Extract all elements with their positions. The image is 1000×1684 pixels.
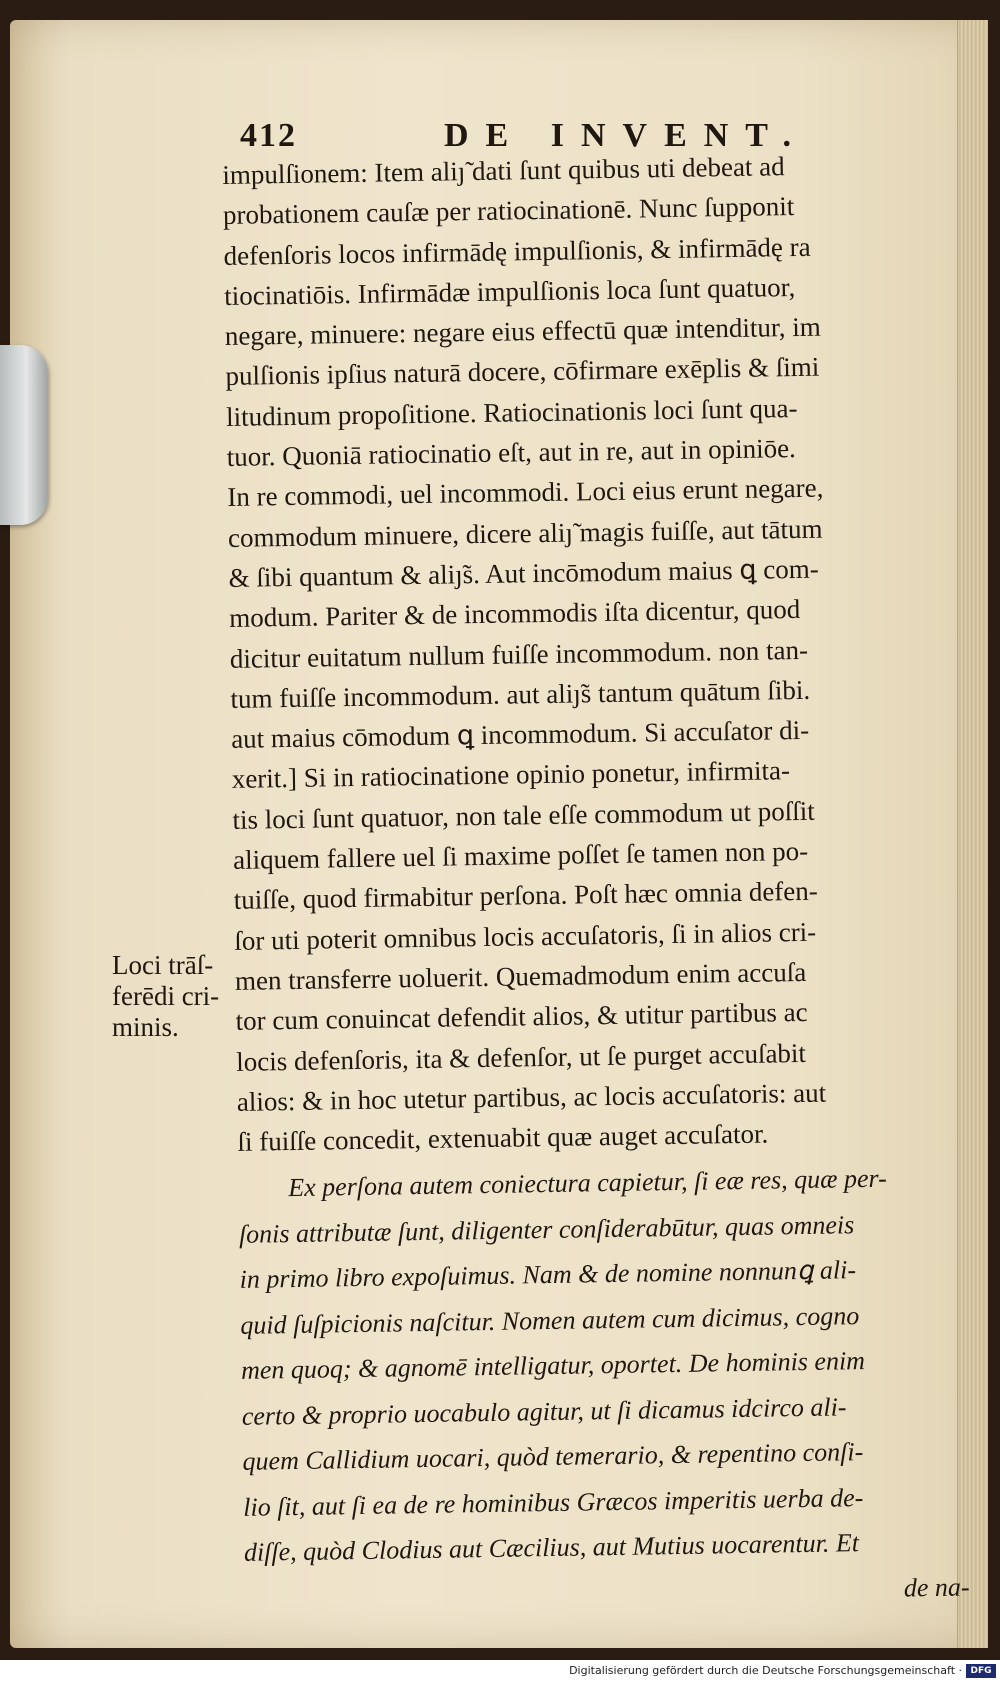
text-line: tuor. Quoniā ratiocinatio eſt, aut in re, aut in opiniōe. xyxy=(226,433,797,473)
text-line: diſſe, quòd Clodius aut Cæcilius, aut Mutius uocarentur. Et xyxy=(243,1528,860,1568)
text-line: aut maius cōmodum ꝗ incommodum. Si accuſator di- xyxy=(230,715,810,755)
body-text xyxy=(222,143,990,1621)
text-line: In re commodi, uel incommodi. Loci eius erunt negare, xyxy=(227,472,824,513)
text-line: xerit.] Si in ratiocinatione opinio ponetur, infirmita- xyxy=(231,755,791,795)
footer-bar xyxy=(0,1660,1000,1684)
text-line: pulſionis ipſius naturā docere, cōfirmare exēplis & ſimi xyxy=(225,352,820,392)
digitization-credit: Digitalisierung gefördert durch die Deutsche Forschungsgemeinschaft · xyxy=(569,1664,962,1677)
text-line: tum fuiſſe incommodum. aut aliȷ̃s tantum quātum ſibi. xyxy=(230,674,811,714)
text-line: commodum minuere, dicere aliȷ̃ magis fuiſſe, aut tātum xyxy=(227,513,823,553)
text-line: men transferre uoluerit. Quemadmodum enim accuſa xyxy=(234,956,807,996)
marginal-note-line: Loci trāſ- xyxy=(112,950,214,980)
marginal-note xyxy=(112,950,219,1043)
text-line: modum. Pariter & de incommodis iſta dicentur, quod xyxy=(229,594,801,634)
text-line: aliquem fallere uel ſi maxime poſſet ſe tamen non po- xyxy=(232,835,809,875)
text-line: Ex perſona autem coniectura capietur, ſi eæ res, quæ per- xyxy=(288,1164,887,1203)
page-number: 412 xyxy=(240,117,297,154)
catchword: de na- xyxy=(903,1572,970,1603)
text-line: probationem cauſæ per ratiocinationē. Nunc ſupponit xyxy=(222,191,795,231)
text-line: ſor uti poterit omnibus locis accuſatoris, ſi in alios cri- xyxy=(234,916,817,956)
text-line: lio ſit, aut ſi ea de re hominibus Græcos imperitis uerba de- xyxy=(243,1483,864,1522)
text-line: locis defenſoris, ita & defenſor, ut ſe purget accuſabit xyxy=(236,1037,807,1077)
text-line: dicitur euitatum nullum fuiſſe incommodum. non tan- xyxy=(229,634,809,674)
italic-paragraph xyxy=(238,1155,990,1622)
text-line: tor cum conuincat defendit alios, & utitur partibus ac xyxy=(235,997,808,1037)
marginal-note-line: ferēdi cri- xyxy=(112,981,220,1011)
text-line: defenſoris locos infirmādę impulſionis, & infirmādę ra xyxy=(223,231,811,271)
text-line: tuiſſe, quod firmabitur perſona. Poſt hæc omnia defen- xyxy=(233,876,818,916)
page-holder-clip xyxy=(0,345,48,525)
text-line: men quoq; & agnomē intelligatur, oportet. De hominis enim xyxy=(240,1346,866,1386)
text-line: in primo libro expoſuimus. Nam & de nomine nonnunꝗ ali- xyxy=(239,1255,857,1295)
roman-paragraph xyxy=(222,143,983,1162)
text-line: quem Callidium uocari, quòd temerario, & repentino conſi- xyxy=(242,1437,864,1477)
text-line: ſi fuiſſe concedit, extenuabit quæ auget accuſator. xyxy=(237,1118,769,1158)
marginal-note-line: minis. xyxy=(112,1012,179,1042)
text-line: ſonis attributæ ſunt, diligenter conſiderabūtur, quas omneis xyxy=(238,1210,855,1249)
text-line: certo & proprio uocabulo agitur, ut ſi dicamus idcirco ali- xyxy=(241,1392,847,1431)
dfg-logo: DFG xyxy=(966,1664,996,1678)
text-line: & ſibi quantum & aliȷ̃s. Aut incōmodum maius ꝗ com- xyxy=(228,553,819,593)
text-line: tiocinatiōis. Infirmādæ impulſionis loca ſunt quatuor, xyxy=(223,271,796,311)
text-line: quid ſuſpicionis naſcitur. Nomen autem cum dicimus, cogno xyxy=(240,1301,860,1340)
text-line: impulſionem: Item aliȷ̃ dati ſunt quibus uti debeat ad xyxy=(222,151,785,190)
text-line: negare, minuere: negare eius effectū quæ intenditur, im xyxy=(224,311,821,352)
text-line: alios: & in hoc utetur partibus, ac locis accuſatoris: aut xyxy=(236,1077,827,1117)
running-title: DE INVENT. xyxy=(444,117,808,154)
text-line: tis loci ſunt quatuor, non tale eſſe commodum ut poſſit xyxy=(232,795,815,835)
text-line: litudinum propoſitione. Ratiocinationis loci ſunt qua- xyxy=(225,392,798,432)
